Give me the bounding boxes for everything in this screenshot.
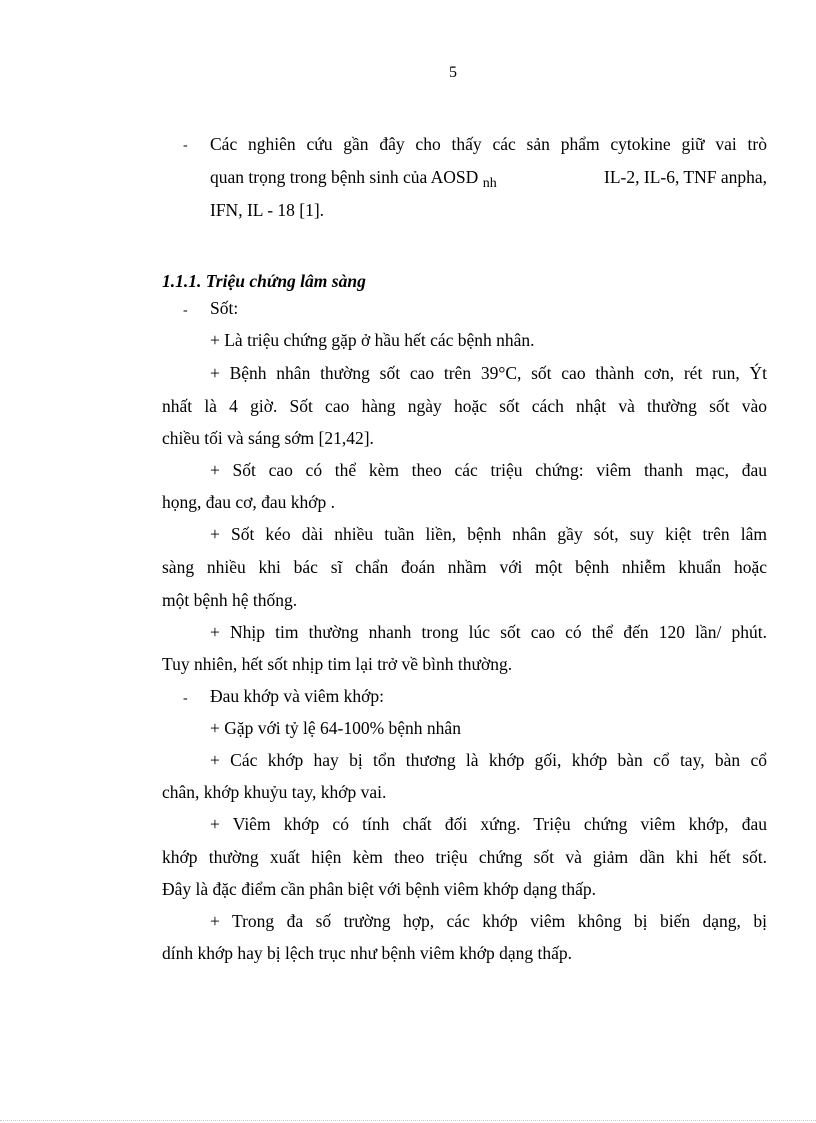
bullet-marker: -: [183, 303, 188, 318]
joints-paragraph-4-line-2: dính khớp hay bị lệch trục như bệnh viêm khớp dạng thấp.: [162, 943, 572, 963]
footer-rule: [0, 1120, 816, 1121]
fever-paragraph-4-line-2: sàng nhiều khi bác sĩ chẩn đoán nhầm với một bệnh nhiễm khuẩn hoặc: [162, 557, 767, 577]
fever-paragraph-5-line-2: Tuy nhiên, hết sốt nhịp tim lại trở về bình thường.: [162, 654, 513, 674]
joints-paragraph-2-line-1: + Các khớp hay bị tổn thương là khớp gối, khớp bàn cổ tay, bàn cổ: [210, 750, 767, 770]
section-heading: 1.1.1. Triệu chứng lâm sàng: [162, 271, 366, 291]
joints-paragraph-4-line-1: + Trong đa số trường hợp, các khớp viêm không bị biến dạng, bị: [210, 911, 767, 931]
fever-paragraph-4-line-1: + Sốt kéo dài nhiều tuần liền, bệnh nhân gầy sót, suy kiệt trên lâm: [210, 524, 767, 544]
joints-paragraph-3-line-2: khớp thường xuất hiện kèm theo triệu chứng sốt và giảm dần khi hết sốt.: [162, 847, 767, 867]
joints-paragraph-1: + Gặp với tỷ lệ 64-100% bệnh nhân: [210, 718, 461, 738]
bullet-marker: -: [183, 138, 188, 153]
fever-paragraph-5-line-1: + Nhịp tim thường nhanh trong lúc sốt cao có thể đến 120 lần/ phút.: [210, 622, 767, 642]
joints-paragraph-3-line-1: + Viêm khớp có tính chất đối xứng. Triệu chứng viêm khớp, đau: [210, 814, 767, 834]
fever-label: Sốt:: [210, 298, 239, 318]
intro-line-3: IFN, IL - 18 [1].: [210, 200, 325, 220]
fever-paragraph-1: + Là triệu chứng gặp ở hầu hết các bệnh nhân.: [210, 330, 535, 350]
intro-line-2-b: IL-2, IL-6, TNF anpha,: [604, 167, 767, 187]
fever-paragraph-3-line-1: + Sốt cao có thể kèm theo các triệu chứng: viêm thanh mạc, đau: [210, 460, 767, 480]
joints-label: Đau khớp và viêm khớp:: [210, 686, 385, 706]
intro-line-2-sub: nh: [482, 176, 497, 191]
joints-paragraph-3-line-3: Đây là đặc điểm cần phân biệt với bệnh viêm khớp dạng thấp.: [162, 879, 597, 899]
fever-paragraph-2-line-1: + Bệnh nhân thường sốt cao trên 39°C, sốt cao thành cơn, rét run, Ýt: [210, 363, 767, 383]
intro-line-2-a: quan trọng trong bệnh sinh của AOSD: [210, 167, 479, 187]
bullet-marker: -: [183, 691, 188, 706]
fever-paragraph-2-line-2: nhất là 4 giờ. Sốt cao hàng ngày hoặc sốt cách nhật và thường sốt vào: [162, 396, 767, 416]
intro-line-2: [210, 166, 767, 191]
intro-line-1: Các nghiên cứu gần đây cho thấy các sản phẩm cytokine giữ vai trò: [210, 134, 767, 154]
fever-paragraph-4-line-3: một bệnh hệ thống.: [162, 590, 298, 610]
page-number: 5: [449, 64, 457, 81]
fever-paragraph-2-line-3: chiều tối và sáng sớm [21,42].: [162, 428, 374, 448]
fever-paragraph-3-line-2: họng, đau cơ, đau khớp .: [162, 492, 336, 512]
joints-paragraph-2-line-2: chân, khớp khuỷu tay, khớp vai.: [162, 782, 387, 802]
